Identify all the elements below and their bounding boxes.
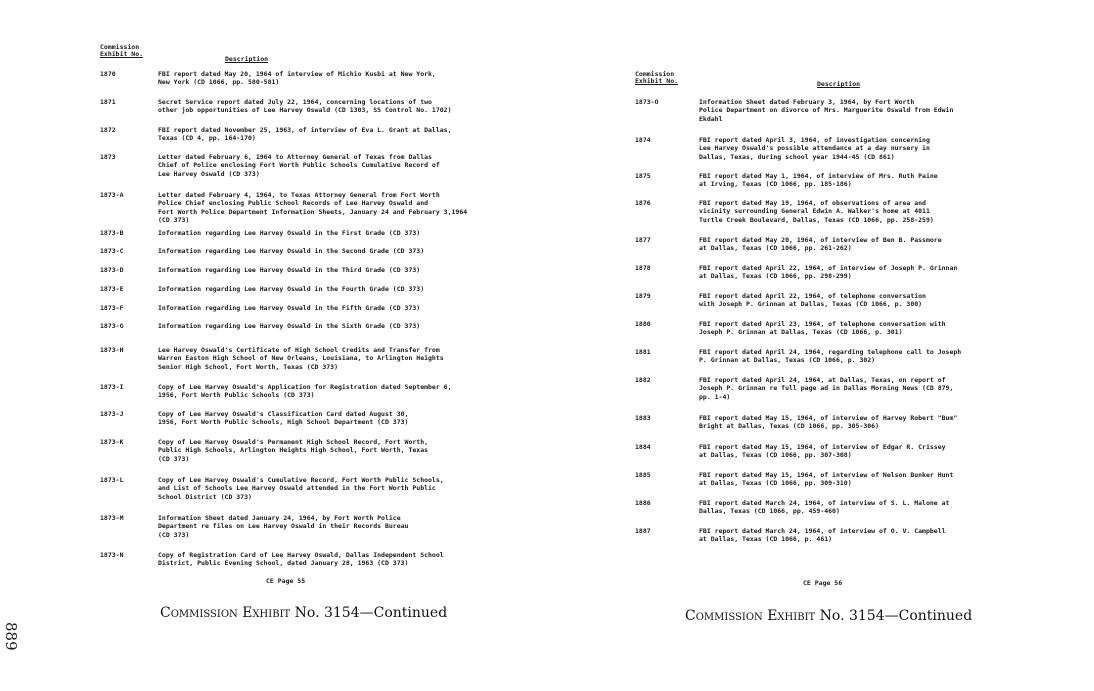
exhibit-description: Information regarding Lee Harvey Oswald in the Fifth Grade (CD 373) — [158, 304, 421, 312]
exhibit-number: 1873-A — [100, 191, 124, 199]
exhibit-description: FBI report dated November 25, 1963, of interview of Eva L. Grant at Dallas, Texas (CD 4, pp. 164-170) — [158, 126, 452, 143]
exhibit-description: Information regarding Lee Harvey Oswald in the Fourth Grade (CD 373) — [158, 285, 425, 293]
ce-page-label: CE Page 55 — [266, 577, 306, 585]
exhibit-number: 1875 — [635, 172, 651, 180]
exhibit-caption — [685, 608, 972, 624]
exhibit-number: 1873-E — [100, 285, 124, 293]
exhibit-number: 1873-F — [100, 304, 124, 312]
exhibit-description: Copy of Lee Harvey Oswald's Permanent High School Record, Fort Worth, Public High Schools, Arlington Heights High School, Fort Worth, Texas (CD 373) — [158, 438, 429, 463]
exhibit-number: 1873-L — [100, 476, 124, 484]
exhibit-number: 1873-G — [100, 322, 124, 330]
exhibit-description: Information regarding Lee Harvey Oswald in the Third Grade (CD 373) — [158, 266, 421, 274]
exhibit-number: 1881 — [635, 348, 651, 356]
exhibit-description: FBI report dated April 22, 1964, of interview of Joseph P. Grinnan at Dallas, Texas (CD 1066, pp. 298-299) — [699, 264, 958, 281]
exhibit-number: 1873-N — [100, 551, 124, 559]
exhibit-description: Copy of Lee Harvey Oswald's Cumulative Record, Fort Worth Public Schools, and List of Schools Lee Harvey Oswald attended in the Fort Worth Public School District (CD 373) — [158, 476, 444, 501]
exhibit-description: FBI report dated April 24, 1964, at Dallas, Texas, on report of Joseph P. Grinnan re full page ad in Dallas Morning News (CD 879, pp. 1-4) — [699, 376, 954, 401]
exhibit-description: FBI report dated April 22, 1964, of telephone conversation with Joseph P. Grinnan at Dallas, Texas (CD 1066, p. 300) — [699, 292, 926, 309]
exhibit-description: FBI report dated May 15, 1964, of interview of Nelson Bunker Hunt at Dallas, Texas (CD 1066, pp. 309-310) — [699, 471, 954, 488]
exhibit-number: 1870 — [100, 70, 116, 78]
exhibit-number: 1873-J — [100, 410, 124, 418]
exhibit-description: Information regarding Lee Harvey Oswald in the First Grade (CD 373) — [158, 229, 421, 237]
exhibit-number: 1880 — [635, 320, 651, 328]
header-exhibit-no: Exhibit No. — [635, 77, 679, 85]
exhibit-caption — [160, 605, 447, 621]
exhibit-number: 1885 — [635, 471, 651, 479]
column-header-exhibit-number — [635, 71, 678, 85]
exhibit-number: 1886 — [635, 499, 651, 507]
exhibit-number: 1876 — [635, 199, 651, 207]
exhibit-description: Secret Service report dated July 22, 1964, concerning locations of two other job opportunities of Lee Harvey Oswald (CD 1303, SS Control No. 1702) — [158, 98, 452, 115]
column-header-description: Description — [817, 80, 861, 88]
exhibit-number: 1871 — [100, 98, 116, 106]
exhibit-number: 1873-B — [100, 229, 124, 237]
exhibit-description: Copy of Registration Card of Lee Harvey Oswald, Dallas Independent School District, Public Evening School, dated January 28, 1963 (CD 373) — [158, 551, 444, 568]
exhibit-description: FBI report dated March 24, 1964, of interview of O. V. Campbell at Dallas, Texas (CD 1066, p. 461) — [699, 527, 946, 544]
exhibit-description: FBI report dated May 20, 1964, of interview of Ben B. Passmore at Dallas, Texas (CD 1066, pp. 261-262) — [699, 236, 942, 253]
exhibit-description: FBI report dated April 24, 1964, regarding telephone call to Joseph P. Grinnan at Dallas, Texas (CD 1066, p. 302) — [699, 348, 962, 365]
exhibit-description: FBI report dated May 20, 1964 of interview of Michio Kusbi at New York, New York (CD 1066, pp. 580-581) — [158, 70, 436, 87]
caption-prefix: Commission Exhibit — [685, 608, 816, 624]
exhibit-number: 1884 — [635, 443, 651, 451]
exhibit-number: 1883 — [635, 414, 651, 422]
exhibit-number: 1873-C — [100, 247, 124, 255]
exhibit-description: Letter dated February 6, 1964 to Attorney General of Texas from Dallas Chief of Police enclosing Fort Worth Public Schools Cumulative Record of Lee Harvey Oswald (CD 373) — [158, 153, 440, 178]
exhibit-description: FBI report dated May 19, 1964, of observations of area and vicinity surrounding General Edwin A. Walker's home at 4011 Turtle Creek Boulevard, Dallas, Texas (CD 1066, pp. 258-259) — [699, 199, 934, 224]
exhibit-description: FBI report dated April 23, 1964, of telephone conversation with Joseph P. Grinnan at Dallas, Texas (CD 1066, p. 301) — [699, 320, 946, 337]
exhibit-number: 1882 — [635, 376, 651, 384]
exhibit-number: 1887 — [635, 527, 651, 535]
exhibit-number: 1872 — [100, 126, 116, 134]
exhibit-number: 1873-K — [100, 438, 124, 446]
exhibit-description: Copy of Lee Harvey Oswald's Classification Card dated August 30, 1956, Fort Worth Public Schools, High School Department (CD 373) — [158, 410, 409, 427]
header-commission: Commission — [635, 70, 675, 78]
exhibit-number: 1873-O — [635, 98, 659, 106]
header-exhibit-no: Exhibit No. — [100, 50, 144, 58]
caption-suffix: No. 3154—Continued — [294, 605, 448, 621]
ce-page-label: CE Page 56 — [803, 579, 843, 587]
exhibit-number: 1874 — [635, 136, 651, 144]
exhibit-description: Information Sheet dated February 3, 1964, by Fort Worth Police Department on divorce of Mrs. Marguerite Oswald from Edwin Ekdahl — [699, 98, 954, 123]
caption-prefix: Commission Exhibit — [160, 605, 291, 621]
caption-suffix: No. 3154—Continued — [819, 608, 973, 624]
exhibit-number: 1873-D — [100, 266, 124, 274]
exhibit-description: FBI report dated May 15, 1964, of interview of Edgar R. Crissey at Dallas, Texas (CD 1066, pp. 307-308) — [699, 443, 946, 460]
exhibit-description: Copy of Lee Harvey Oswald's Application for Registration dated September 6, 1956, Fort Worth Public Schools (CD 373) — [158, 383, 452, 400]
column-header-description: Description — [225, 55, 269, 63]
exhibit-description: Letter dated February 4, 1964, to Texas Attorney General from Fort Worth Police Chief enclosing Public School Records of Lee Harvey Oswald and Fort Worth Police Department Information Sheets, January 24 and February 3,1964 (CD 373) — [158, 191, 468, 224]
exhibit-number: 1877 — [635, 236, 651, 244]
exhibit-description: FBI report dated April 3, 1964, of investigation concerning Lee Harvey Oswald's possible attendance at a day nursery in Dallas, Texas, during school year 1944-45 (CD 861) — [699, 136, 930, 161]
header-commission: Commission — [100, 43, 140, 51]
exhibit-number: 1879 — [635, 292, 651, 300]
column-header-exhibit-number — [100, 44, 143, 58]
exhibit-number: 1873-M — [100, 514, 124, 522]
exhibit-number: 1873-H — [100, 346, 124, 354]
exhibit-description: Information regarding Lee Harvey Oswald in the Sixth Grade (CD 373) — [158, 322, 421, 330]
exhibit-number: 1878 — [635, 264, 651, 272]
page-number: 889 — [2, 622, 20, 651]
exhibit-number: 1873-I — [100, 383, 124, 391]
exhibit-description: Lee Harvey Oswald's Certificate of High School Credits and Transfer from Warren Easton High School of New Orleans, Louisiana, to Arlington Heights Senior High School, Fort Worth, Texas (CD 373) — [158, 346, 444, 371]
exhibit-number: 1873 — [100, 153, 116, 161]
exhibit-description: FBI report dated May 1, 1964, of interview of Mrs. Ruth Paine at Irving, Texas (CD 1066, pp. 185-186) — [699, 172, 938, 189]
exhibit-description: FBI report dated March 24, 1964, of interview of S. L. Malone at Dallas, Texas (CD 1066, pp. 459-460) — [699, 499, 950, 516]
exhibit-description: Information regarding Lee Harvey Oswald in the Second Grade (CD 373) — [158, 247, 425, 255]
exhibit-description: FBI report dated May 15, 1964, of interview of Harvey Robert "Bum" Bright at Dallas, Texas (CD 1066, pp. 305-306) — [699, 414, 958, 431]
exhibit-description: Information Sheet dated January 24, 1964, by Fort Worth Police Department re files on Lee Harvey Oswald in their Records Bureau (CD 373) — [158, 514, 409, 539]
